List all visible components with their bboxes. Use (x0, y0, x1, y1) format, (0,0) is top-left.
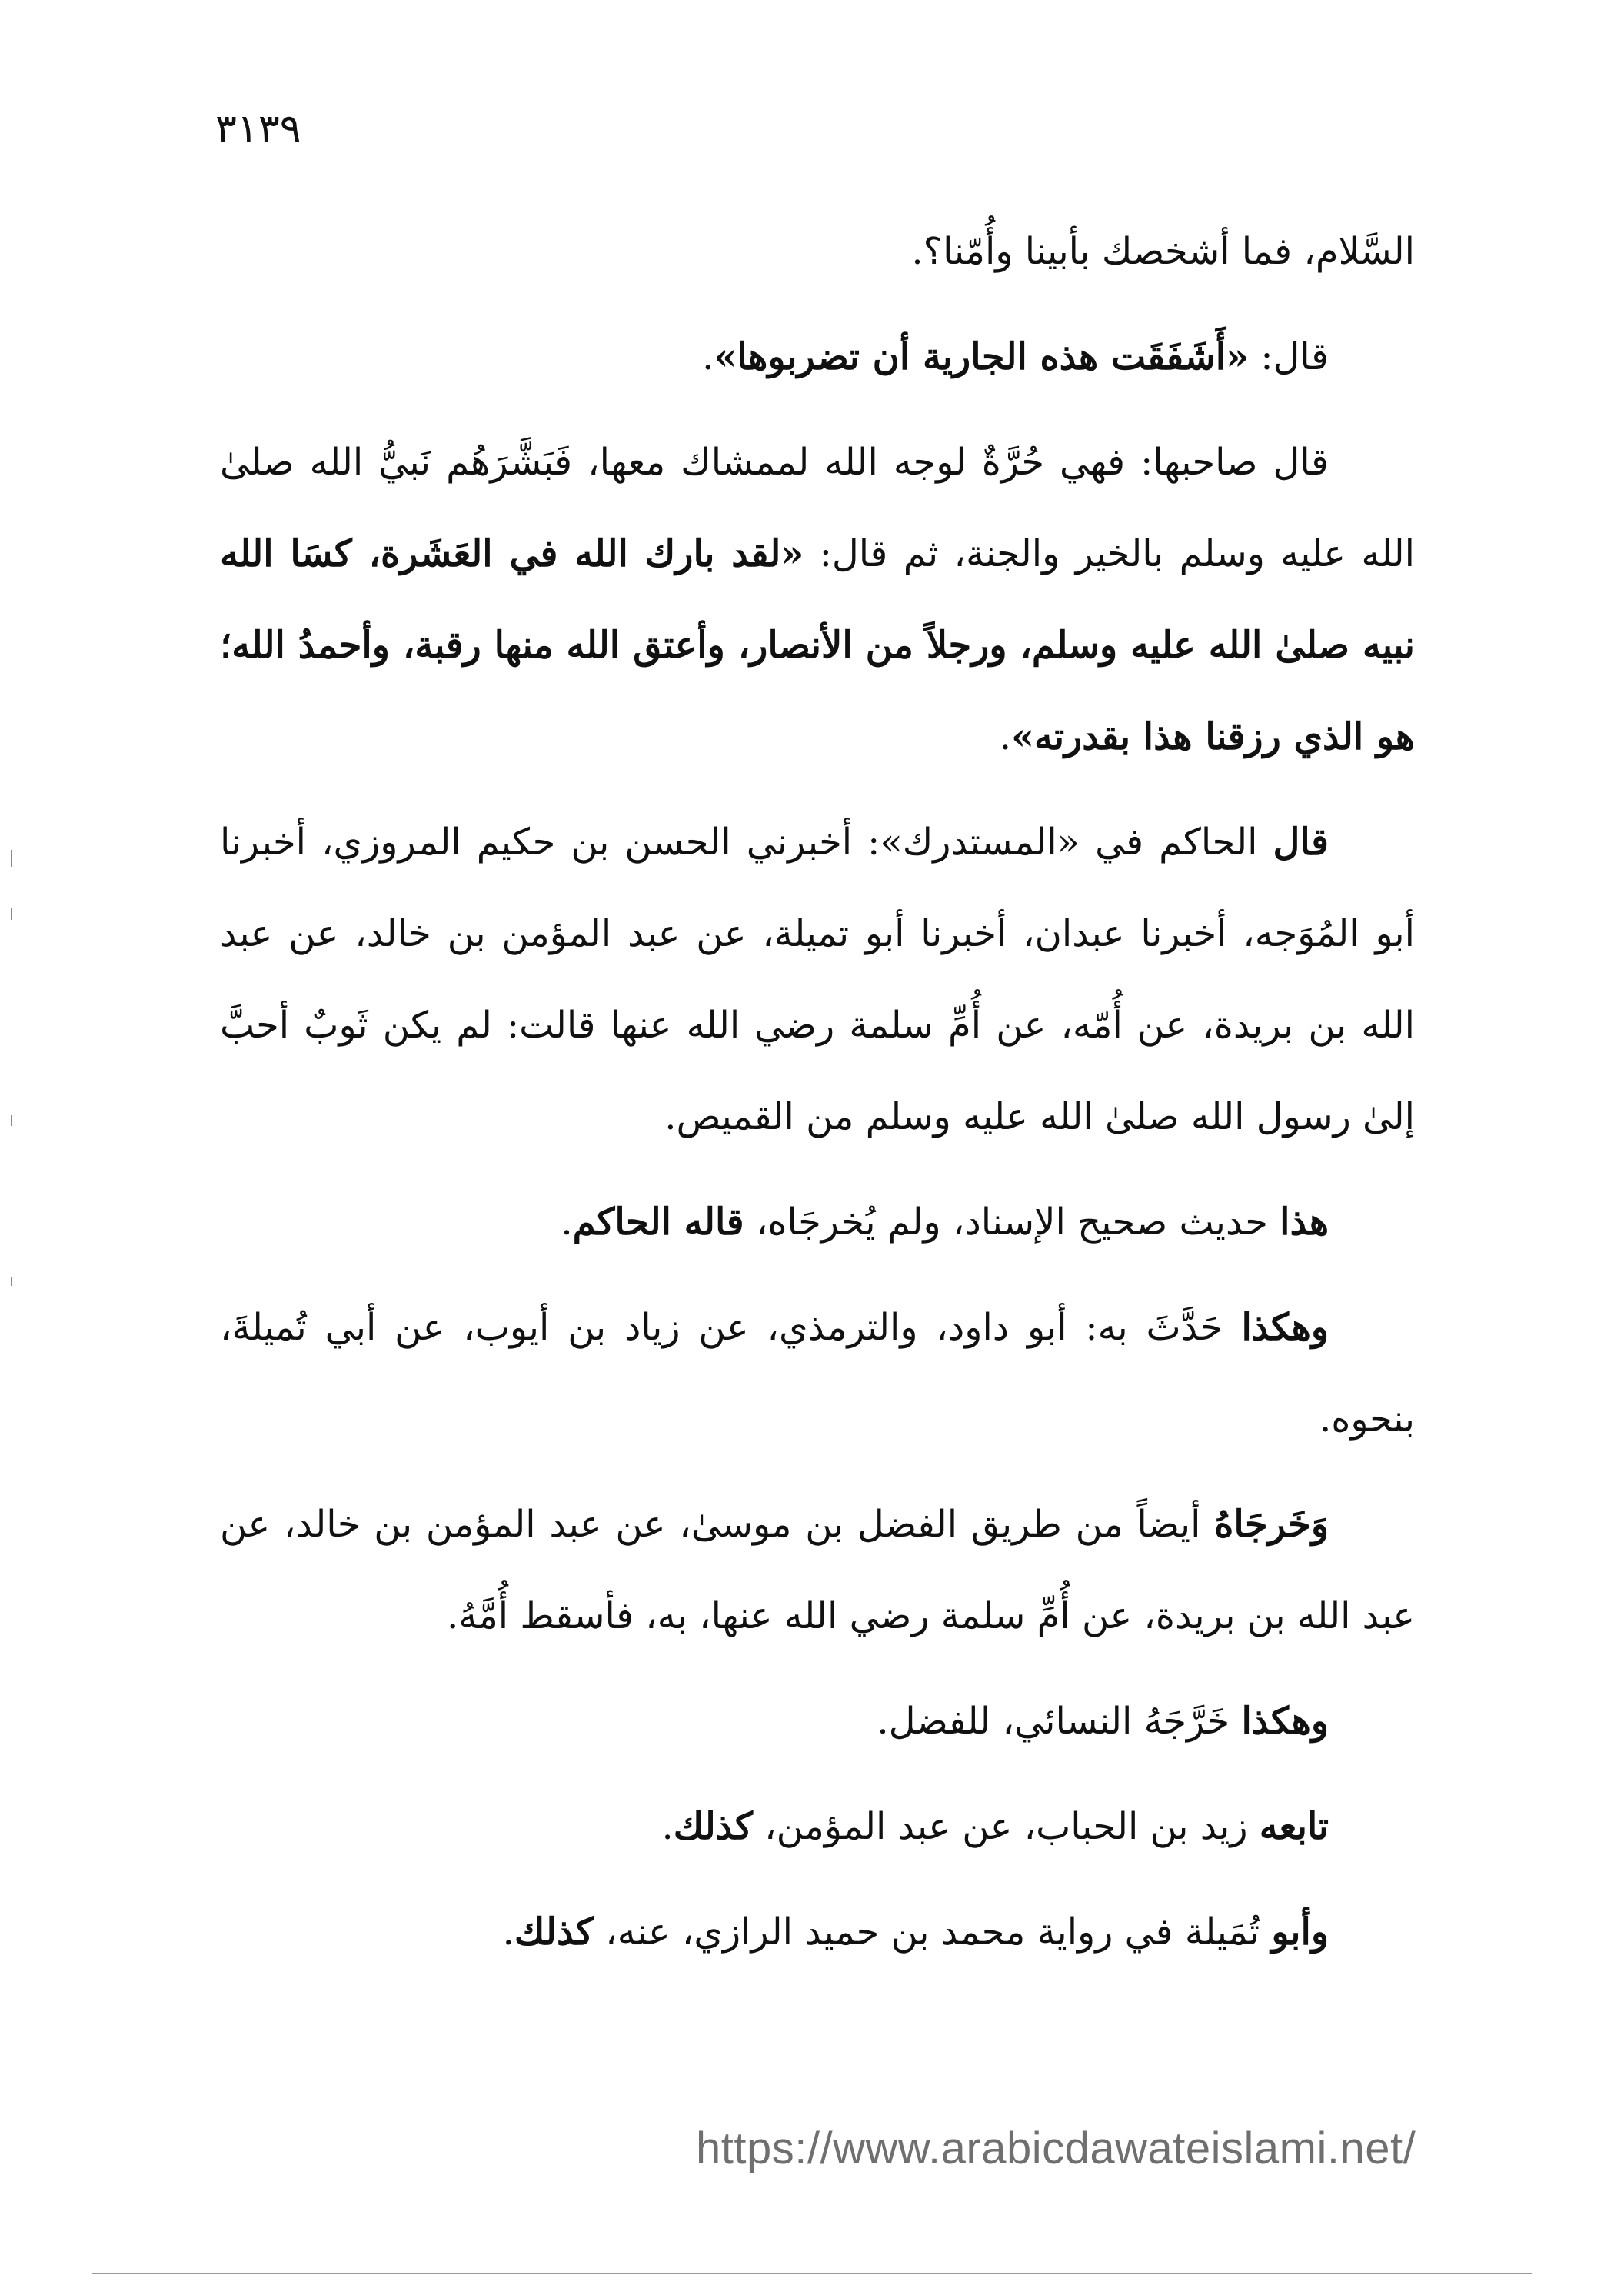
bold-lead: قال (1273, 821, 1329, 864)
paragraph-text: . (661, 1805, 674, 1848)
bold-quote: «أَشَفَقَت هذه الجارية أن تضربوها» (714, 335, 1250, 378)
page-number: ٣١٣٩ (215, 106, 301, 152)
paragraph (220, 1676, 1415, 1767)
paragraph-text: حَدَّثَ به: أبو داود، والترمذي، عن زياد بن أيوب، عن أبي تُميلةَ، بنحوه. (220, 1306, 1415, 1441)
paragraph-text: حديث صحيح الإسناد، ولم يُخرجَاه، (744, 1201, 1280, 1244)
bottom-rule (92, 2273, 1532, 2274)
paragraph (220, 206, 1415, 298)
paragraph (220, 1177, 1415, 1268)
paragraph-text: . (702, 335, 714, 378)
scan-margin-mark (11, 908, 12, 920)
paragraph-text: خَرَّجَهُ النسائي، للفضل. (877, 1700, 1242, 1743)
bold-lead: تابعه (1259, 1805, 1329, 1848)
bold-lead: وَخَرجَاهُ (1214, 1503, 1329, 1546)
bold-lead: وهكذا (1241, 1306, 1329, 1349)
paragraph-text: . (999, 715, 1011, 758)
paragraph-text: أيضاً من طريق الفضل بن موسىٰ، عن عبد المؤمن بن خالد، عن عبد الله بن بريدة، عن أُمِّ سلمة رضي الله عنها، به، فأسقط أُمَّهُ. (220, 1503, 1415, 1637)
bold-phrase: كذلك (514, 1910, 594, 1954)
paragraph (220, 1282, 1415, 1465)
bold-phrase: قاله الحاكم (572, 1201, 744, 1244)
paragraph-text: السَّلام، فما أشخصك بأبينا وأُمّنا؟. (911, 230, 1415, 273)
paragraph (220, 1887, 1415, 1978)
watermark-link[interactable]: https://www.arabicdawateislami.net/ (696, 2123, 1416, 2173)
scan-margin-mark (11, 1115, 12, 1126)
paragraph-text: زيد بن الحباب، عن عبد المؤمن، (752, 1805, 1260, 1848)
paragraph-text: الحاكم في «المستدرك»: أخبرني الحسن بن حكيم المروزي، أخبرنا أبو المُوَجه، أخبرنا عبدان، أخبرنا أبو تميلة، عن عبد المؤمن بن خالد، عن عبد الله بن بريدة، عن أُمّه، عن أُمِّ سلمة رضي الله عنها قالت: لم يكن ثَوبٌ أحبَّ إلىٰ رسول الله صلىٰ الله عليه وسلم من القميص. (220, 821, 1415, 1138)
paragraph-text: تُمَيلة في رواية محمد بن حميد الرازي، عنه، (594, 1910, 1272, 1954)
paragraph-text: . (561, 1201, 573, 1244)
paragraph-text: . (502, 1910, 514, 1954)
paragraph (220, 1479, 1415, 1662)
scan-margin-mark (11, 1277, 12, 1286)
scan-margin-mark (11, 850, 12, 867)
paragraph (220, 797, 1415, 1163)
bold-lead: وأبو (1271, 1910, 1329, 1954)
paragraph (220, 311, 1415, 403)
paragraph-text: قال: (1249, 335, 1329, 378)
bold-phrase: كذلك (673, 1805, 753, 1848)
paragraph-text: قال صاحبها: فهي حُرَّةٌ لوجه الله لممشاك معها، فَبَشَّرَهُم نَبيُّ الله صلىٰ الله عليه وسلم بالخير والجنة، ثم قال: (220, 441, 1415, 575)
bold-lead: هذا (1280, 1201, 1329, 1244)
bold-quote: «لقد بارك الله في العَشَرة، كسَا الله نبيه صلىٰ الله عليه وسلم، ورجلاً من الأنصار، وأعتق الله منها رقبة، وأحمدُ الله؛ هو الذي رزقنا هذا بقدرته» (220, 532, 1415, 758)
page-body (220, 206, 1415, 1992)
bold-lead: وهكذا (1241, 1700, 1329, 1743)
paragraph (220, 1781, 1415, 1873)
paragraph (220, 417, 1415, 783)
